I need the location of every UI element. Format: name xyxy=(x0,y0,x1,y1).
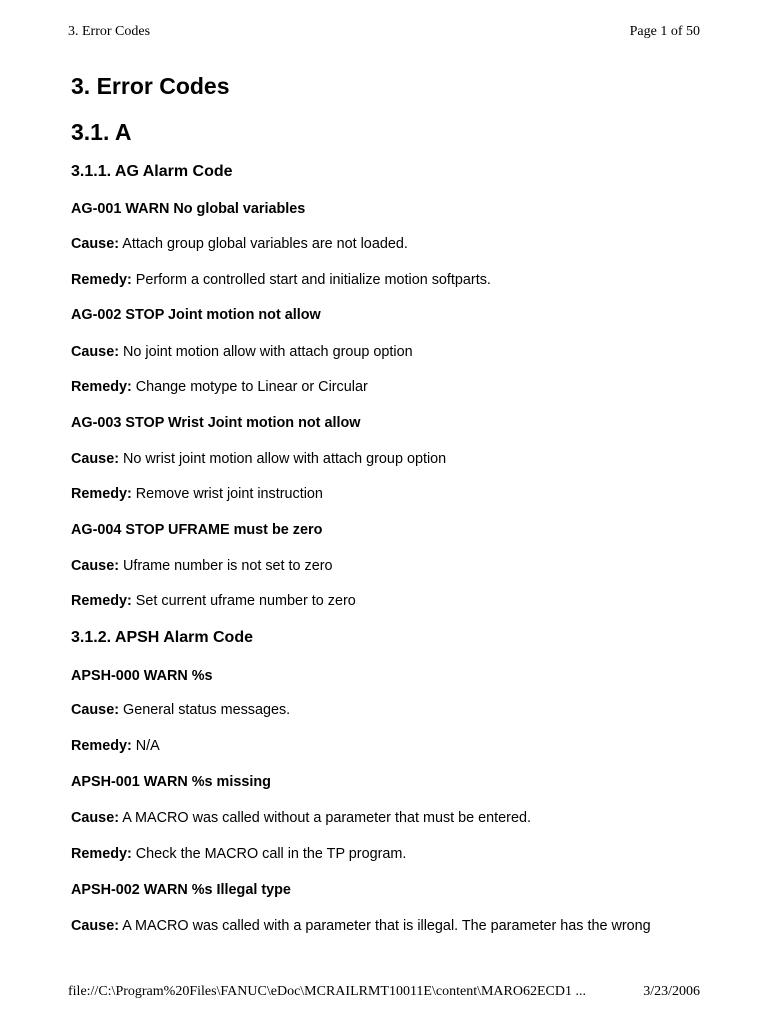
remedy-text: Set current uframe number to zero xyxy=(135,593,356,609)
error-title-ag-003: AG-003 STOP Wrist Joint motion not allow xyxy=(71,415,361,431)
error-title-apsh-001: APSH-001 WARN %s missing xyxy=(71,774,271,790)
cause-apsh-001 xyxy=(71,809,531,827)
cause-label: Cause: xyxy=(71,918,119,934)
cause-ag-003 xyxy=(71,450,446,468)
cause-apsh-002 xyxy=(71,917,651,935)
cause-text: No joint motion allow with attach group option xyxy=(123,344,413,360)
cause-text: No wrist joint motion allow with attach group option xyxy=(123,451,447,467)
chapter-title: 3. Error Codes xyxy=(71,73,230,99)
cause-label: Cause: xyxy=(71,236,119,252)
footer-file-path: file://C:\Program%20Files\FANUC\eDoc\MCRAILRMT10011E\content\MARO62ECD1 ... xyxy=(68,984,586,999)
remedy-text: Perform a controlled start and initialize motion softparts. xyxy=(135,272,491,288)
subsection-heading-apsh: 3.1.2. APSH Alarm Code xyxy=(71,629,253,646)
footer-date: 3/23/2006 xyxy=(643,984,700,999)
remedy-ag-001 xyxy=(71,271,491,289)
error-title-ag-004: AG-004 STOP UFRAME must be zero xyxy=(71,522,323,538)
cause-ag-002 xyxy=(71,343,413,361)
remedy-apsh-000 xyxy=(71,737,160,755)
remedy-text: N/A xyxy=(135,738,160,754)
error-title-apsh-002: APSH-002 WARN %s Illegal type xyxy=(71,882,291,898)
remedy-text: Change motype to Linear or Circular xyxy=(135,379,368,395)
remedy-ag-004 xyxy=(71,592,356,610)
remedy-label: Remedy: xyxy=(71,846,132,862)
cause-label: Cause: xyxy=(71,344,119,360)
error-title-ag-001: AG-001 WARN No global variables xyxy=(71,201,306,217)
page-header-title: 3. Error Codes xyxy=(68,24,151,39)
section-title: 3.1. A xyxy=(71,119,132,145)
cause-label: Cause: xyxy=(71,702,119,718)
remedy-apsh-001 xyxy=(71,845,406,863)
cause-ag-001 xyxy=(71,235,408,253)
cause-text: A MACRO was called without a parameter that must be entered. xyxy=(122,810,531,826)
page-number: Page 1 of 50 xyxy=(629,24,700,39)
cause-text: Attach group global variables are not loaded. xyxy=(122,236,408,252)
error-title-ag-002: AG-002 STOP Joint motion not allow xyxy=(71,307,321,323)
remedy-text: Remove wrist joint instruction xyxy=(135,486,323,502)
cause-label: Cause: xyxy=(71,810,119,826)
cause-label: Cause: xyxy=(71,558,119,574)
remedy-label: Remedy: xyxy=(71,379,132,395)
cause-text: Uframe number is not set to zero xyxy=(123,558,333,574)
cause-text: A MACRO was called with a parameter that is illegal. The parameter has the wrong xyxy=(122,918,651,934)
cause-text: General status messages. xyxy=(123,702,291,718)
remedy-label: Remedy: xyxy=(71,272,132,288)
cause-apsh-000 xyxy=(71,701,290,719)
remedy-label: Remedy: xyxy=(71,593,132,609)
remedy-text: Check the MACRO call in the TP program. xyxy=(135,846,407,862)
remedy-ag-003 xyxy=(71,485,323,503)
subsection-heading-ag: 3.1.1. AG Alarm Code xyxy=(71,163,233,180)
cause-ag-004 xyxy=(71,557,333,575)
cause-label: Cause: xyxy=(71,451,119,467)
remedy-ag-002 xyxy=(71,378,368,396)
error-title-apsh-000: APSH-000 WARN %s xyxy=(71,668,213,684)
remedy-label: Remedy: xyxy=(71,486,132,502)
remedy-label: Remedy: xyxy=(71,738,132,754)
